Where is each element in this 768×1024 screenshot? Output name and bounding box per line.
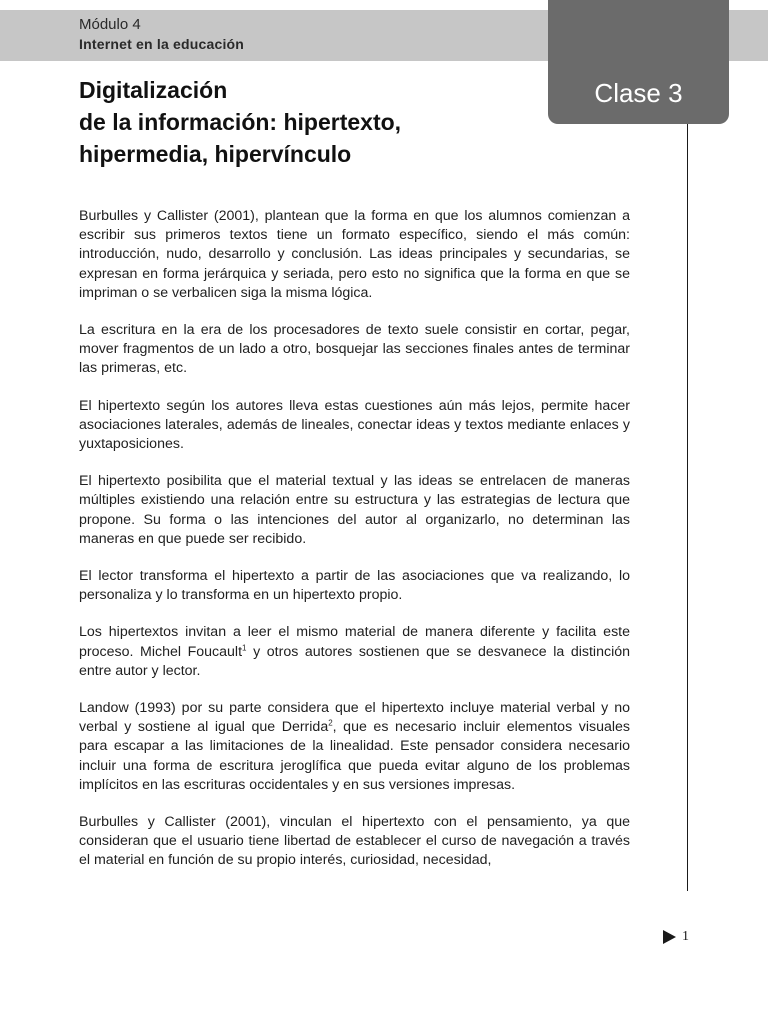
module-number: Módulo 4 <box>79 16 141 33</box>
paragraph-2: La escritura en la era de los procesadores de texto suele consistir en cortar, pegar, mover fragmentos de un lado a otro, bosquejar las secciones finales antes de terminar las primeras, etc. <box>79 322 630 377</box>
body-text <box>79 207 630 889</box>
module-title: Internet en la educación <box>79 36 245 52</box>
paragraph-4: El hipertexto posibilita que el material textual y las ideas se entrelacen de maneras múltiples existiendo una relación entre su estructura y las estrategias de lectura que propone. Su forma o las intenciones del autor al organizarlo, no determinan las maneras en que puede ser recibido. <box>79 473 630 547</box>
footnote-ref-2[interactable]: 2 <box>328 718 333 728</box>
paragraph-1: Burbulles y Callister (2001), plantean que la forma en que los alumnos comienzan a escribir sus primeros textos tiene un formato específico, siendo el más común: introducción, nudo, desarrollo y conclusión. Las ideas principales y secundarias, se expresan en forma jerárquica y seriada, pero esto no significa que la forma en que se impriman o se verbalicen siga la misma lógica. <box>79 208 630 301</box>
page-marker <box>663 929 689 945</box>
paragraph-7-text-a: Landow (1993) por su parte considera que el hipertexto incluye material verbal y no verbal y sostiene al igual que Derrida <box>79 700 630 736</box>
paragraph-6-text-b: y otros autores sostienen que se desvanece la distinción entre autor y lector. <box>79 643 630 679</box>
paragraph-6 <box>79 623 630 681</box>
paragraph-5: El lector transforma el hipertexto a partir de las asociaciones que va realizando, lo personaliza y lo transforma en un hipertexto propio. <box>79 568 630 604</box>
paragraph-7-text-b: , que es necesario incluir elementos visuales para escapar a las limitaciones de la linealidad. Este pensador considera necesario incluir una forma de escritura jeroglífica que pueda evitar alguno de los problemas implícitos en las escrituras occidentales y en sus versiones impresas. <box>79 719 630 793</box>
paragraph-3: El hipertexto según los autores lleva estas cuestiones aún más lejos, permite hacer asociaciones laterales, además de lineales, conectar ideas y textos mediante enlaces y yuxtaposiciones. <box>79 397 630 453</box>
paragraph-6-text-a: Los hipertextos invitan a leer el mismo material de manera diferente y facilita este proceso. Michel Foucault <box>79 624 630 660</box>
paragraph-8: Burbulles y Callister (2001), vinculan el hipertexto con el pensamiento, ya que consideran que el usuario tiene libertad de establecer el curso de navegación a través el material en función de su propio interés, curiosidad, necesidad, <box>79 814 630 869</box>
margin-rule <box>687 124 688 891</box>
paragraph-7 <box>79 699 630 795</box>
footnote-ref-1[interactable]: 1 <box>242 642 247 652</box>
title-line-1: Digitalización <box>79 77 228 103</box>
class-label: Clase 3 <box>594 78 683 108</box>
page-number: 1 <box>682 929 689 944</box>
page-title <box>79 74 539 170</box>
play-triangle-icon <box>663 930 676 944</box>
title-line-3: hipermedia, hipervínculo <box>79 141 352 167</box>
title-line-2: de la información: hipertexto, <box>79 109 402 135</box>
